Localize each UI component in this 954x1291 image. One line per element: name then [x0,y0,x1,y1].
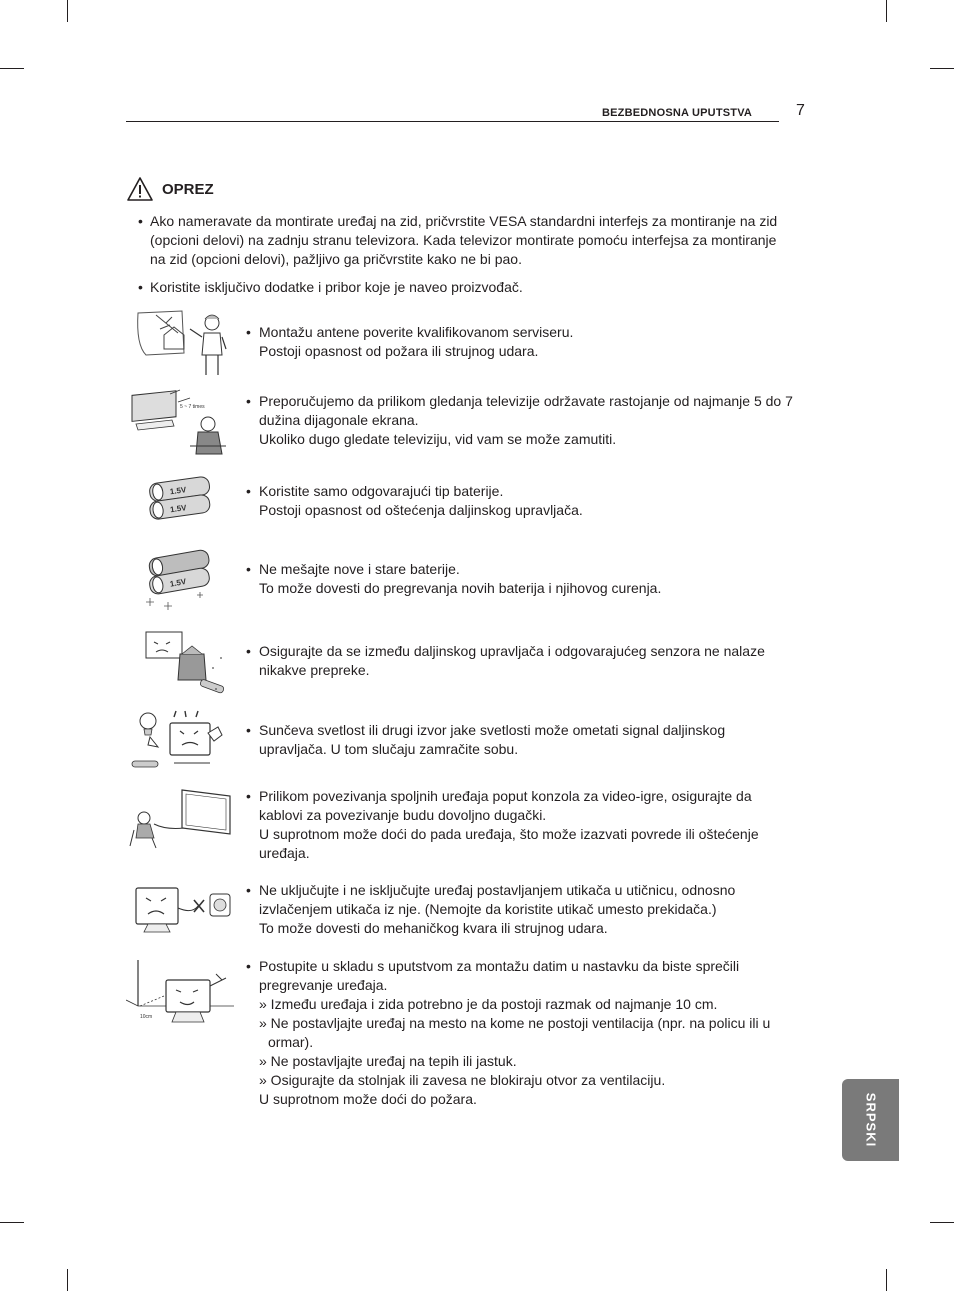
item-line: To može dovesti do mehaničkog kvara ili strujnog udara. [259,920,608,936]
remote-obstacle-icon [140,628,248,704]
item-ventilation [126,956,794,1116]
bullet-wall-mount: • Ako nameravate da montirate uređaj na zid, pričvrstite VESA standardni interfejs za montiranje na zid (opcioni delovi) na zadnju stranu televizora. Kada televizor montirate pomoću interfejsa za montiranje na zid (opcioni delovi), pažljivo ga pričvrstite kako ne bi pao. [138,212,794,269]
item-text: • Preporučujemo da prilikom gledanja televizije održavate rastojanje od najmanje 5 do 7 dužina dijagonale ekrana. Ukoliko dugo gledate televiziju, vid vam se može zamutiti. [246,393,793,447]
crop-mark [886,1269,887,1291]
item-line: Sunčeva svetlost ili drugi izvor jake svetlosti može ometati signal daljinskog upravljača. U tom slučaju zamračite sobu. [259,722,726,757]
item-batteries [126,472,794,532]
item-text: • Ne mešajte nove i stare baterije. To može dovesti do pregrevanja novih baterija i njihovog curenja. [246,560,794,598]
running-header: BEZBEDNOSNA UPUTSTVA [602,107,753,119]
power-plug-icon [132,878,240,954]
crop-mark [67,0,68,22]
item-line: To može dovesti do pregrevanja novih baterija i njihovog curenja. [259,580,662,596]
item-line: Postupite u skladu s uputstvom za montažu datim u nastavku da biste sprečili pregrevanje uređaja. [259,958,740,993]
item-mixed-batteries [126,548,794,618]
item-line: Montažu antene poverite kvalifikovanom serviseru. [259,324,574,340]
batteries-icon [140,472,248,548]
item-text: • Montažu antene poverite kvalifikovanom serviseru. Postoji opasnost od požara ili strujnog udara. [246,323,794,361]
caution-title: OPREZ [162,180,214,198]
mixed-batteries-icon [140,548,248,624]
sub-item: » Osigurajte da stolnjak ili zavesa ne blokiraju otvor za ventilaciju. [259,1072,666,1088]
item-text: • Osigurajte da se između daljinskog upravljača i odgovarajućeg senzora ne nalaze nikakve prepreke. [246,642,794,680]
caution-heading [126,176,214,202]
distance-label: 5 ~ 7 times [180,404,205,410]
battery-voltage-label: 1.5V [169,576,187,589]
crop-mark [0,68,24,69]
page-number: 7 [796,102,805,119]
crop-mark [930,68,954,69]
ventilation-icon [126,956,234,1032]
crop-mark [67,1269,68,1291]
antenna-installer-icon [126,305,234,381]
warning-triangle-icon [126,176,154,202]
language-tab [842,1079,899,1161]
viewing-distance-icon [126,386,234,462]
item-line: Postoji opasnost od oštećenja daljinskog upravljača. [259,502,583,518]
bullet-accessories: • Koristite isključivo dodatke i pribor koje je naveo proizvođač. [138,278,794,297]
crop-mark [0,1222,24,1223]
sub-item: » Između uređaja i zida potrebno je da postoji razmak od najmanje 10 cm. [259,996,718,1012]
item-text: • Ne uključujte i ne isključujte uređaj postavljanjem utikača u utičnicu, odnosno izvlačenjem utikača iz nje. (Nemojte da koristite utikač umesto prekidača.) To može dovesti do mehaničkog kvara ili strujnog udara. [246,881,794,938]
item-text: • Koristite samo odgovarajući tip baterije. Postoji opasnost od oštećenja daljinskog upravljača. [246,482,794,520]
item-line: Ne mešajte nove i stare baterije. [259,561,460,577]
item-line: Postoji opasnost od požara ili strujnog udara. [259,343,539,359]
gap-label: 10cm [140,1014,153,1020]
language-tab-label: SRPSKI [863,1092,878,1148]
sub-item: » Ne postavljajte uređaj na mesto na kome ne postoji ventilacija (npr. na policu ili u ormar). [259,1015,771,1050]
item-line: Ukoliko dugo gledate televiziju, vid vam se može zamutiti. [259,431,617,447]
crop-mark [886,0,887,22]
item-line: Prilikom povezivanja spoljnih uređaja poput konzola za video-igre, osigurajte da kablovi za povezivanje budu dovoljno dugački. [259,788,752,823]
item-text: • Prilikom povezivanja spoljnih uređaja poput konzola za video-igre, osigurajte da kablovi za povezivanje budu dovoljno dugački. U suprotnom može doći do pada uređaja, što može izazvati povrede ili oštećenje uređaja. [246,787,794,863]
item-remote-obstacle [126,628,794,698]
item-text: • Postupite u skladu s uputstvom za montažu datim u nastavku da biste sprečili pregrevanje uređaja. » Između uređaja i zida potrebno je da postoji razmak od najmanje 10 cm. » Ne postavljajte uređaj na mesto na kome ne postoji ventilacija (npr. na policu ili u ormar). » Ne postavljajte uređaj na tepih ili jastuk. » Osigurajte da stolnjak ili zavesa ne blokiraju otvor za ventilaciju. U suprotnom može doći do požara. [246,957,794,1109]
item-cable-length [126,786,794,866]
crop-mark [930,1222,954,1223]
header-rule [126,121,779,122]
item-line: Osigurajte da se između daljinskog upravljača i odgovarajućeg senzora ne nalaze nikakve prepreke. [259,643,765,678]
item-strong-light [126,707,794,777]
item-line: U suprotnom može doći do požara. [259,1091,477,1107]
sub-item: » Ne postavljajte uređaj na tepih ili jastuk. [259,1053,517,1069]
cable-length-icon [126,786,234,862]
battery-voltage-label: 1.5V [169,485,187,497]
item-line: U suprotnom može doći do pada uređaja, što može izazvati povrede ili oštećenje uređaja. [259,826,759,861]
item-viewing-distance [126,386,794,466]
item-line: Ne uključujte i ne isključujte uređaj postavljanjem utikača u utičnicu, odnosno izvlačenjem utikača iz nje. (Nemojte da koristite utikač umesto prekidača.) [259,882,736,917]
strong-light-icon [130,707,238,783]
item-line: Preporučujemo da prilikom gledanja televizije održavate rastojanje od najmanje 5 do 7 dužina dijagonale ekrana. [259,393,793,428]
item-line: Koristite samo odgovarajući tip baterije. [259,483,504,499]
item-text: • Sunčeva svetlost ili drugi izvor jake svetlosti može ometati signal daljinskog upravljača. U tom slučaju zamračite sobu. [246,721,794,759]
item-antenna [126,305,794,385]
caution-bullet-list [138,212,794,306]
item-power-plug [126,878,794,948]
battery-voltage-label: 1.5V [169,503,188,515]
